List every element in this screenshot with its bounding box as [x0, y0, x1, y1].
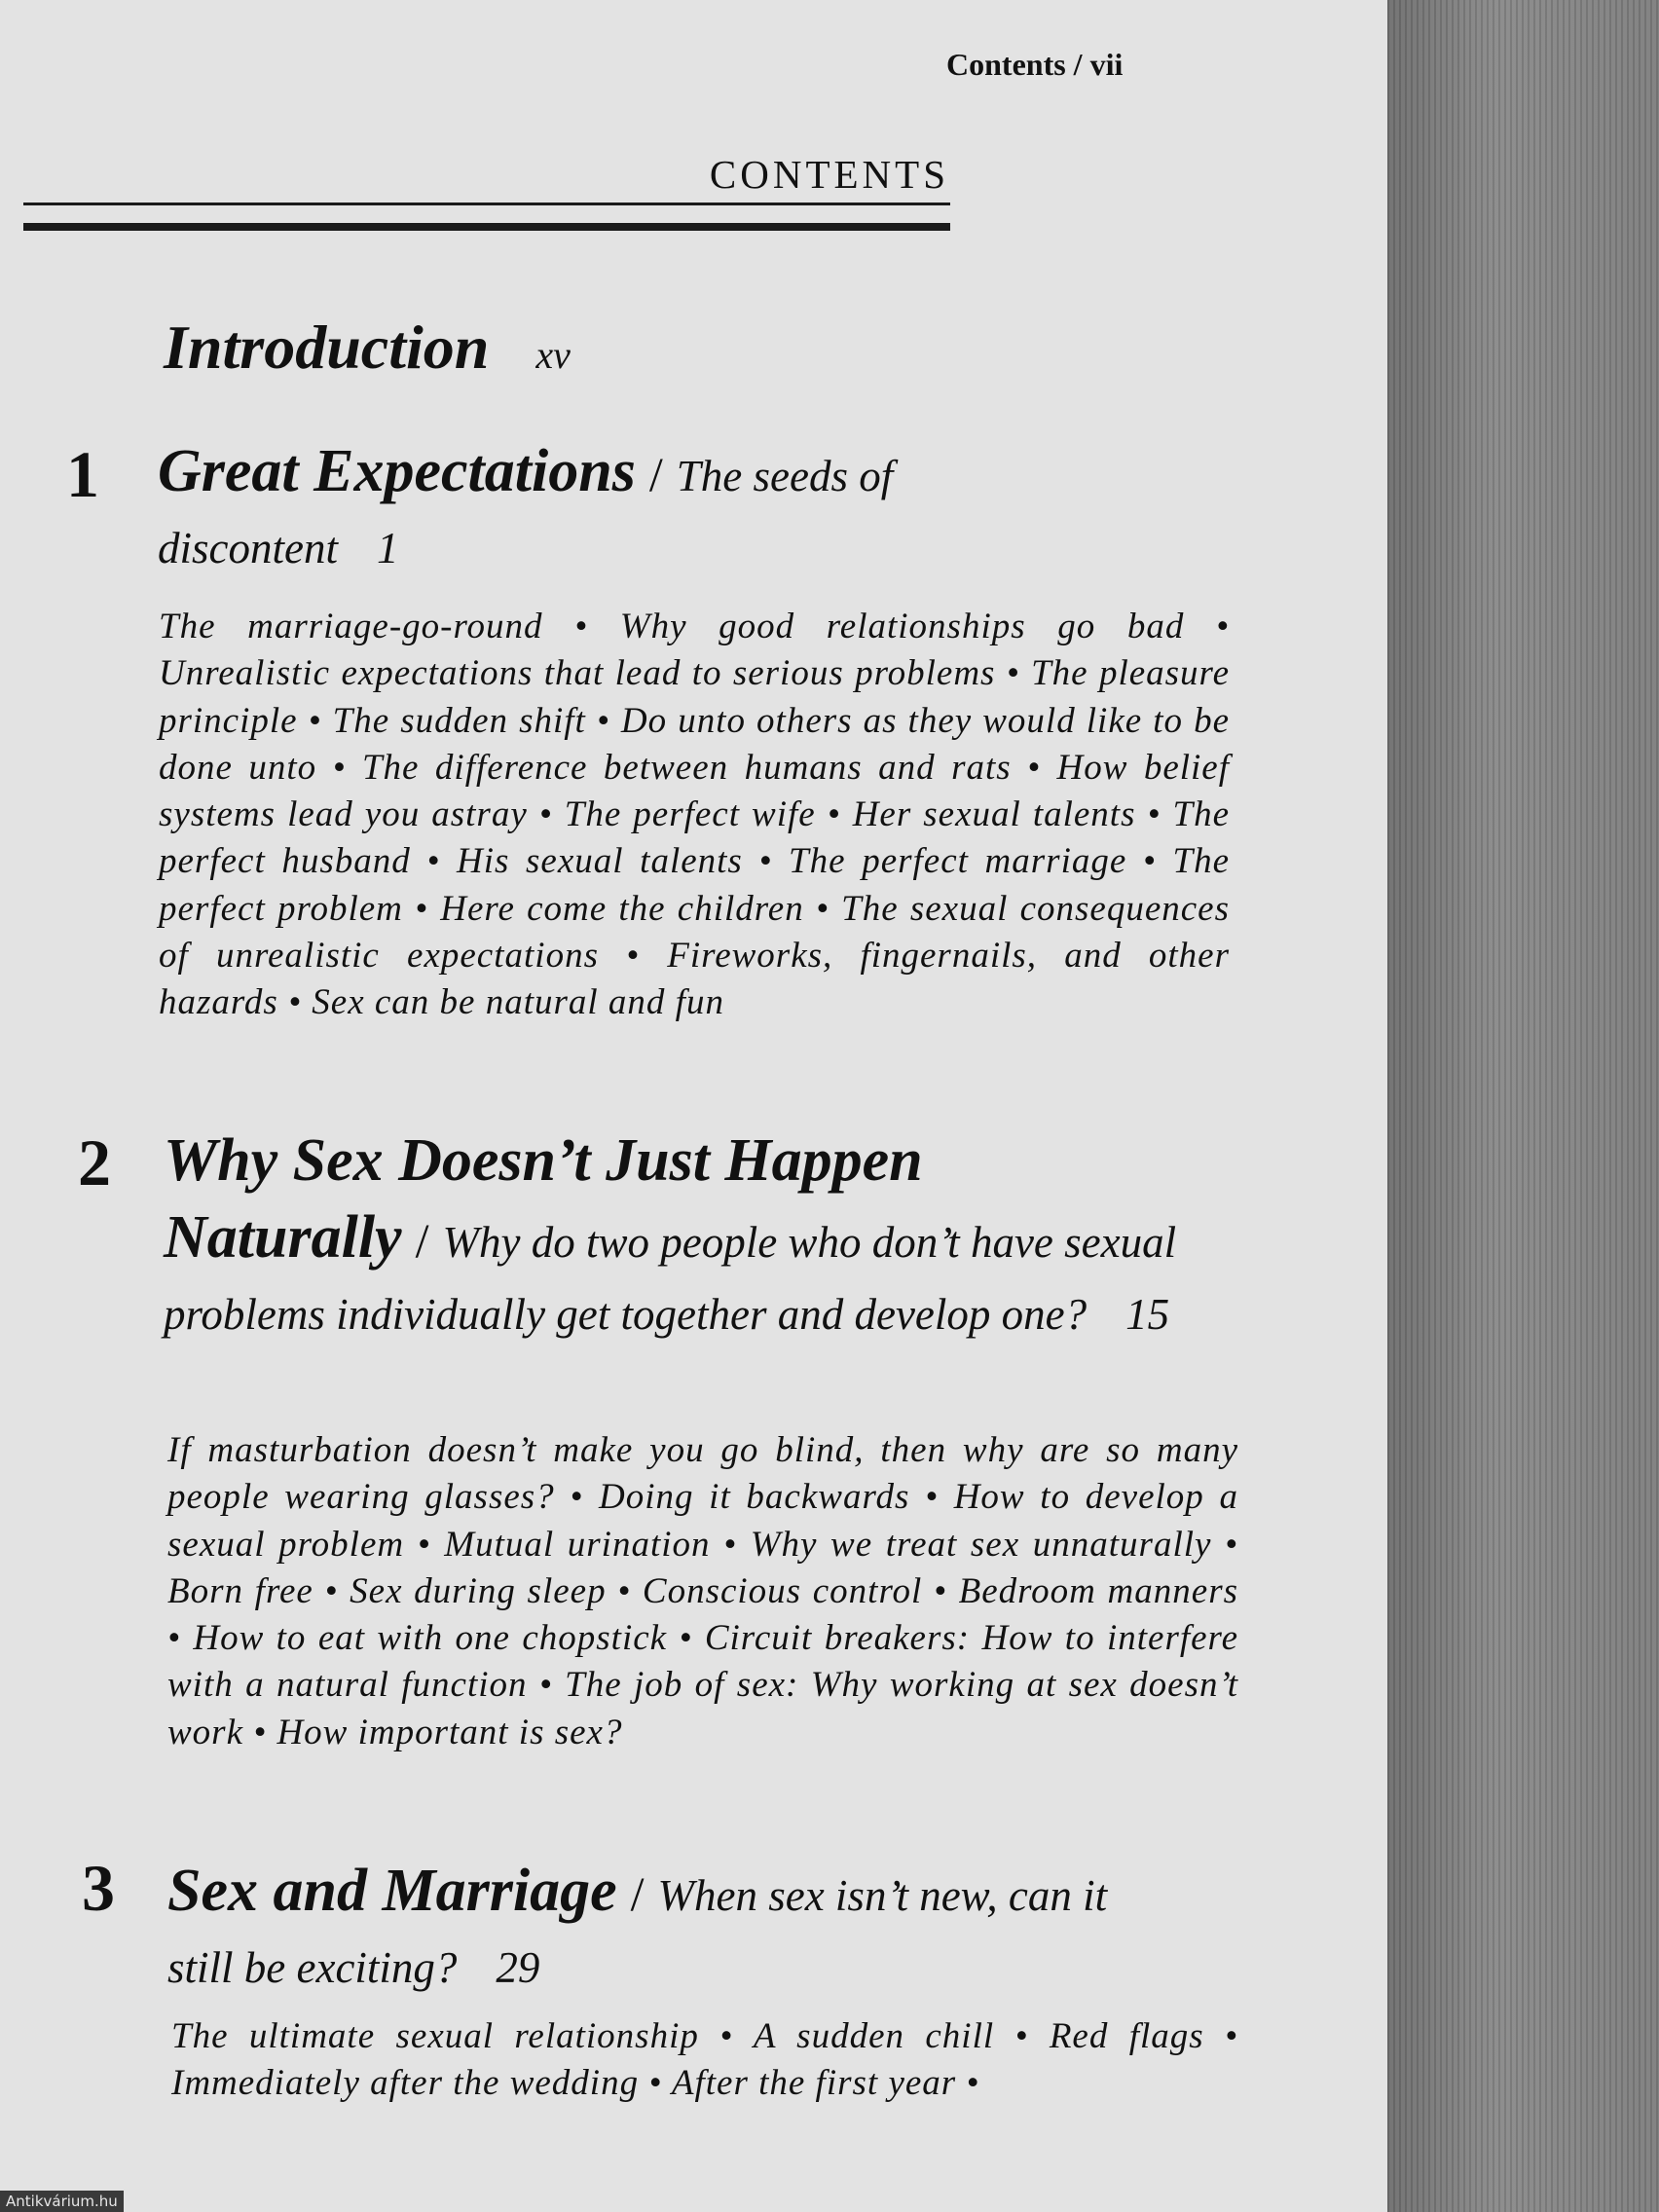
chapter-title: Great Expectations — [158, 438, 636, 504]
chapter-heading — [158, 435, 1053, 584]
chapter-number: 2 — [78, 1125, 111, 1199]
chapter-page: 29 — [496, 1943, 540, 1992]
introduction-entry — [164, 312, 571, 384]
title-separator: / — [415, 1213, 429, 1268]
introduction-title: Introduction — [164, 313, 490, 382]
chapter-topics: The marriage-go-round • Why good relationships go bad • Unrealistic expectations that lead to serious problems • The pleasure principle • The sudden shift • Do unto others as they would like to be done unto • The difference between humans and rats • How belief systems lead you astray • The perfect wife • Her sexual talents • The perfect husband • His sexual talents • The perfect marriage • The perfect problem • Here come the children • The sexual consequences of unrealistic expectations • Fireworks, fingernails, and other hazards • Sex can be natural and fun — [159, 607, 1230, 1023]
contents-heading: CONTENTS — [709, 152, 949, 197]
chapter-number: 3 — [82, 1851, 115, 1925]
chapter-heading — [167, 1855, 1141, 2004]
title-separator: / — [648, 447, 663, 501]
book-binding-edge — [1387, 0, 1659, 2212]
chapter-subtitle: When sex isn’t new, can it still be exciting? — [167, 1871, 1108, 1992]
chapter-title: Why Sex Doesn’t Just Happen Naturally — [164, 1127, 923, 1271]
heading-rule-thick — [23, 223, 950, 231]
title-separator: / — [630, 1866, 645, 1921]
chapter-number: 1 — [66, 437, 99, 511]
chapter-page: 1 — [376, 524, 399, 572]
chapter-title: Sex and Marriage — [167, 1858, 617, 1924]
chapter-subtitle: Why do two people who don’t have sexual problems individually get together and develop one? — [164, 1218, 1177, 1339]
chapter-page: 15 — [1125, 1290, 1170, 1339]
introduction-page: xv — [535, 333, 571, 377]
watermark-label: Antikvárium.hu — [0, 2191, 124, 2212]
running-head: Contents / vii — [946, 47, 1124, 82]
chapter-heading — [164, 1124, 1244, 1350]
chapter-subtitle: The seeds of discontent — [158, 452, 894, 572]
chapter-topics: The ultimate sexual relationship • A sudden chill • Red flags • Immediately after the wedding • After the first year • — [171, 2016, 1238, 2104]
heading-rule-thin — [23, 203, 950, 205]
chapter-topics: If masturbation doesn’t make you go blind, then why are so many people wearing glasses? • Doing it backwards • How to develop a sexual problem • Mutual urination • Why we treat sex unnaturally • Born free • Sex during sleep • Conscious control • Bedroom manners • How to eat with one chopstick • Circuit breakers: How to interfere with a natural function • The job of sex: Why working at sex doesn’t work • How important is sex? — [167, 1430, 1238, 1752]
